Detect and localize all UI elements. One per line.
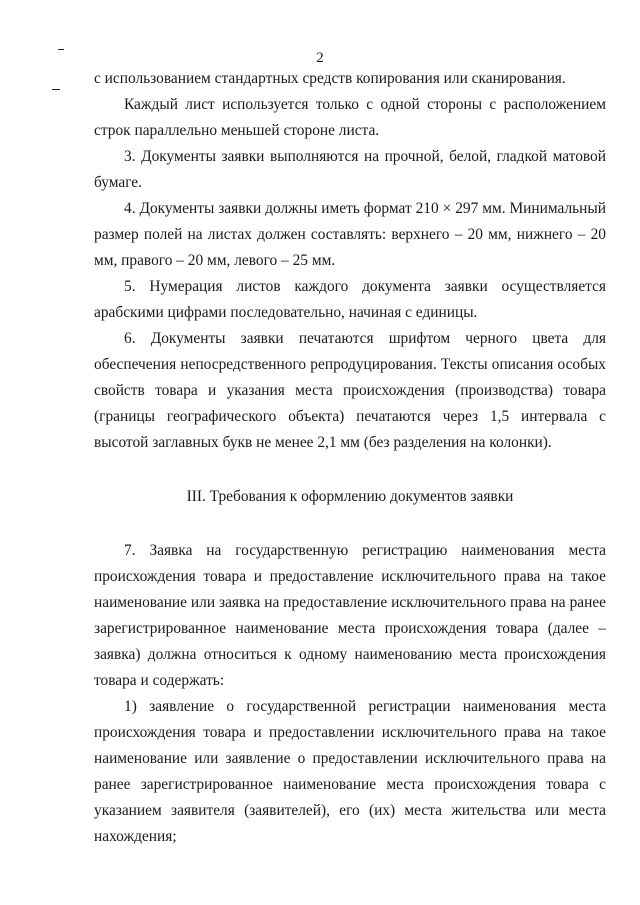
- page-number: 2: [316, 50, 324, 66]
- paragraph-sheet-usage: Каждый лист используется только с одной стороны с расположением строк параллельно меньшей стороне листа.: [94, 96, 606, 139]
- paragraph-5: 5. Нумерация листов каждого документа заявки осуществляется арабскими цифрами последовательно, начиная с единицы.: [94, 278, 606, 321]
- paragraph-7-item-1: 1) заявление о государственной регистрации наименования места происхождения товара и предоставлении исключительного права на такое наименование или заявление о предоставлении исключительного права на ранее зарегистрированное наименование места происхождения товара с указанием заявителя (заявителей), его (их) места жительства или места нахождения;: [94, 698, 606, 845]
- paragraph-4: 4. Документы заявки должны иметь формат 210 × 297 мм. Минимальный размер полей на листах должен составлять: верхнего – 20 мм, нижнего – 20 мм, правого – 20 мм, левого – 25 мм.: [94, 200, 606, 269]
- paragraph-3: 3. Документы заявки выполняются на прочной, белой, гладкой матовой бумаге.: [94, 148, 606, 191]
- paragraph-6: 6. Документы заявки печатаются шрифтом черного цвета для обеспечения непосредственного репродуцирования. Тексты описания особых свойств товара и указания места происхождения (производства) товара (границы географического объекта) печатаются через 1,5 интервала с высотой заглавных букв не менее 2,1 мм (без разделения на колонки).: [94, 330, 606, 451]
- section-heading: III. Требования к оформлению документов заявки: [186, 488, 514, 505]
- paragraph-continuation: с использованием стандартных средств копирования или сканирования.: [94, 70, 566, 87]
- margin-mark: [52, 89, 60, 90]
- document-body: [94, 66, 606, 850]
- paragraph-7: 7. Заявка на государственную регистрацию наименования места происхождения товара и предоставление исключительного права на такое наименование или заявка на предоставление исключительного права на ранее зарегистрированное наименование места происхождения товара (далее – заявка) должна относиться к одному наименованию места происхождения товара и содержать:: [94, 542, 606, 689]
